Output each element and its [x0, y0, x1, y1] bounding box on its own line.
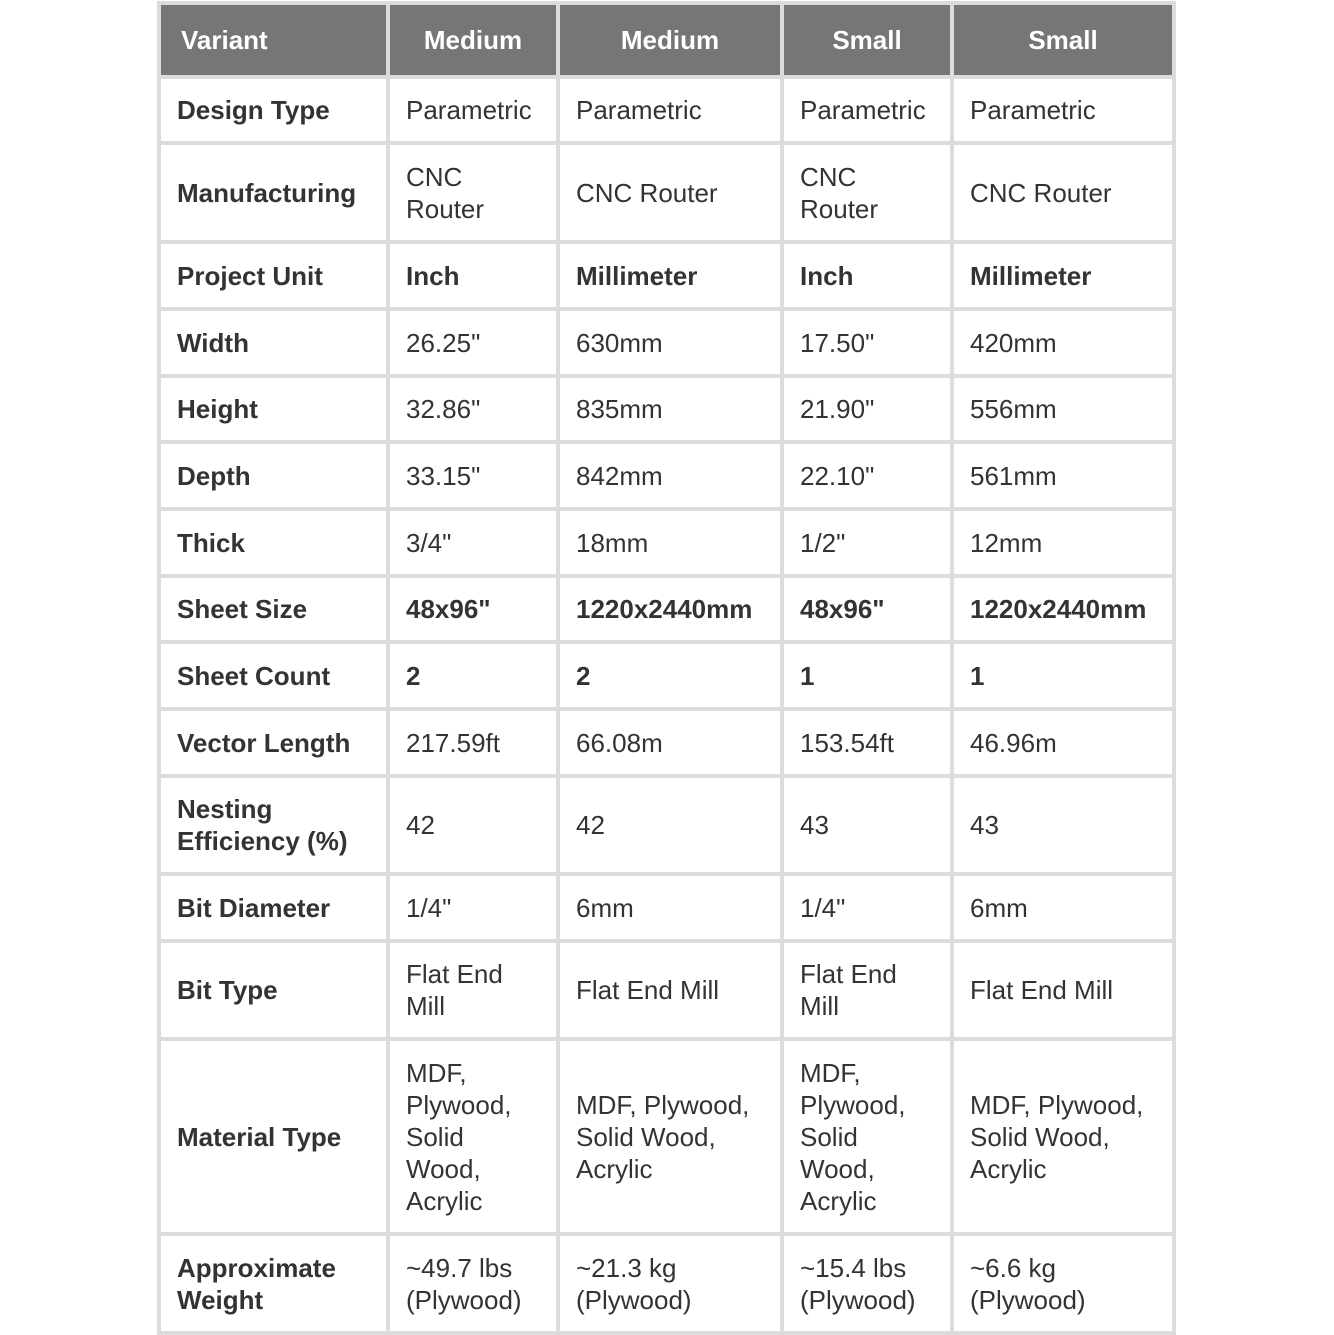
table-cell: 43 — [782, 776, 952, 874]
table-cell: 1220x2440mm — [558, 576, 782, 642]
row-label: Bit Diameter — [159, 874, 388, 941]
table-cell: 1 — [952, 642, 1174, 709]
row-label: Design Type — [159, 77, 388, 143]
header-row — [159, 3, 1174, 77]
table-row — [159, 1039, 1174, 1234]
table-cell: Parametric — [388, 77, 558, 143]
table-row — [159, 642, 1174, 709]
table-cell: 420mm — [952, 309, 1174, 376]
spec-comparison-table — [157, 1, 1176, 1335]
table-row — [159, 77, 1174, 143]
table-cell: 12mm — [952, 509, 1174, 576]
row-label: Thick — [159, 509, 388, 576]
row-label: Nesting Efficiency (%) — [159, 776, 388, 874]
table-cell: ~15.4 lbs (Plywood) — [782, 1234, 952, 1333]
table-cell: 1220x2440mm — [952, 576, 1174, 642]
table-row — [159, 376, 1174, 442]
table-cell: ~6.6 kg (Plywood) — [952, 1234, 1174, 1333]
table-cell: 217.59ft — [388, 709, 558, 776]
table-cell: 66.08m — [558, 709, 782, 776]
table-row — [159, 776, 1174, 874]
table-cell: 22.10" — [782, 442, 952, 509]
header-variant-col: Medium — [558, 3, 782, 77]
row-label: Sheet Size — [159, 576, 388, 642]
row-label: Project Unit — [159, 242, 388, 309]
table-row — [159, 709, 1174, 776]
table-cell: CNC Router — [558, 143, 782, 242]
table-row — [159, 576, 1174, 642]
table-cell: MDF, Plywood, Solid Wood, Acrylic — [952, 1039, 1174, 1234]
table-cell: 6mm — [558, 874, 782, 941]
table-cell: 21.90" — [782, 376, 952, 442]
table-cell: ~49.7 lbs (Plywood) — [388, 1234, 558, 1333]
row-label: Material Type — [159, 1039, 388, 1234]
table-cell: 48x96" — [782, 576, 952, 642]
table-cell: 32.86" — [388, 376, 558, 442]
table-cell: 1 — [782, 642, 952, 709]
table-cell: 1/2" — [782, 509, 952, 576]
table-cell: 17.50" — [782, 309, 952, 376]
table-cell: 842mm — [558, 442, 782, 509]
table-cell: 42 — [388, 776, 558, 874]
table-cell: 153.54ft — [782, 709, 952, 776]
table-cell: Parametric — [952, 77, 1174, 143]
header-variant-col: Small — [782, 3, 952, 77]
table-row — [159, 442, 1174, 509]
table-body — [159, 77, 1174, 1333]
table-cell: Millimeter — [558, 242, 782, 309]
table-cell: Inch — [782, 242, 952, 309]
table-row — [159, 874, 1174, 941]
table-cell: 1/4" — [388, 874, 558, 941]
table-cell: MDF, Plywood, Solid Wood, Acrylic — [388, 1039, 558, 1234]
table-cell: 48x96" — [388, 576, 558, 642]
table-cell: 33.15" — [388, 442, 558, 509]
table-cell: 43 — [952, 776, 1174, 874]
table-cell: 630mm — [558, 309, 782, 376]
table-row — [159, 309, 1174, 376]
table-cell: 6mm — [952, 874, 1174, 941]
row-label: Width — [159, 309, 388, 376]
row-label: Sheet Count — [159, 642, 388, 709]
table-cell: 46.96m — [952, 709, 1174, 776]
table-cell: CNC Router — [782, 143, 952, 242]
row-label: Vector Length — [159, 709, 388, 776]
table-cell: Parametric — [558, 77, 782, 143]
table-cell: 556mm — [952, 376, 1174, 442]
table-row — [159, 509, 1174, 576]
header-variant-label: Variant — [159, 3, 388, 77]
table-row — [159, 1234, 1174, 1333]
row-label: Height — [159, 376, 388, 442]
table-cell: 835mm — [558, 376, 782, 442]
table-cell: Inch — [388, 242, 558, 309]
table-row — [159, 143, 1174, 242]
table-cell: MDF, Plywood, Solid Wood, Acrylic — [782, 1039, 952, 1234]
table-cell: Millimeter — [952, 242, 1174, 309]
row-label: Manufacturing — [159, 143, 388, 242]
table-row — [159, 242, 1174, 309]
table-cell: 18mm — [558, 509, 782, 576]
row-label: Bit Type — [159, 941, 388, 1039]
header-variant-col: Small — [952, 3, 1174, 77]
table-cell: 26.25" — [388, 309, 558, 376]
row-label: Approximate Weight — [159, 1234, 388, 1333]
table-cell: MDF, Plywood, Solid Wood, Acrylic — [558, 1039, 782, 1234]
table-cell: 2 — [388, 642, 558, 709]
table-cell: Flat End Mill — [558, 941, 782, 1039]
table-cell: 1/4" — [782, 874, 952, 941]
table-cell: CNC Router — [388, 143, 558, 242]
table-cell: ~21.3 kg (Plywood) — [558, 1234, 782, 1333]
table-row — [159, 941, 1174, 1039]
table-cell: 42 — [558, 776, 782, 874]
table-cell: 561mm — [952, 442, 1174, 509]
table-cell: 3/4" — [388, 509, 558, 576]
table-cell: Flat End Mill — [782, 941, 952, 1039]
table-cell: 2 — [558, 642, 782, 709]
table-cell: Flat End Mill — [952, 941, 1174, 1039]
table-cell: Flat End Mill — [388, 941, 558, 1039]
row-label: Depth — [159, 442, 388, 509]
header-variant-col: Medium — [388, 3, 558, 77]
table-cell: Parametric — [782, 77, 952, 143]
table-cell: CNC Router — [952, 143, 1174, 242]
